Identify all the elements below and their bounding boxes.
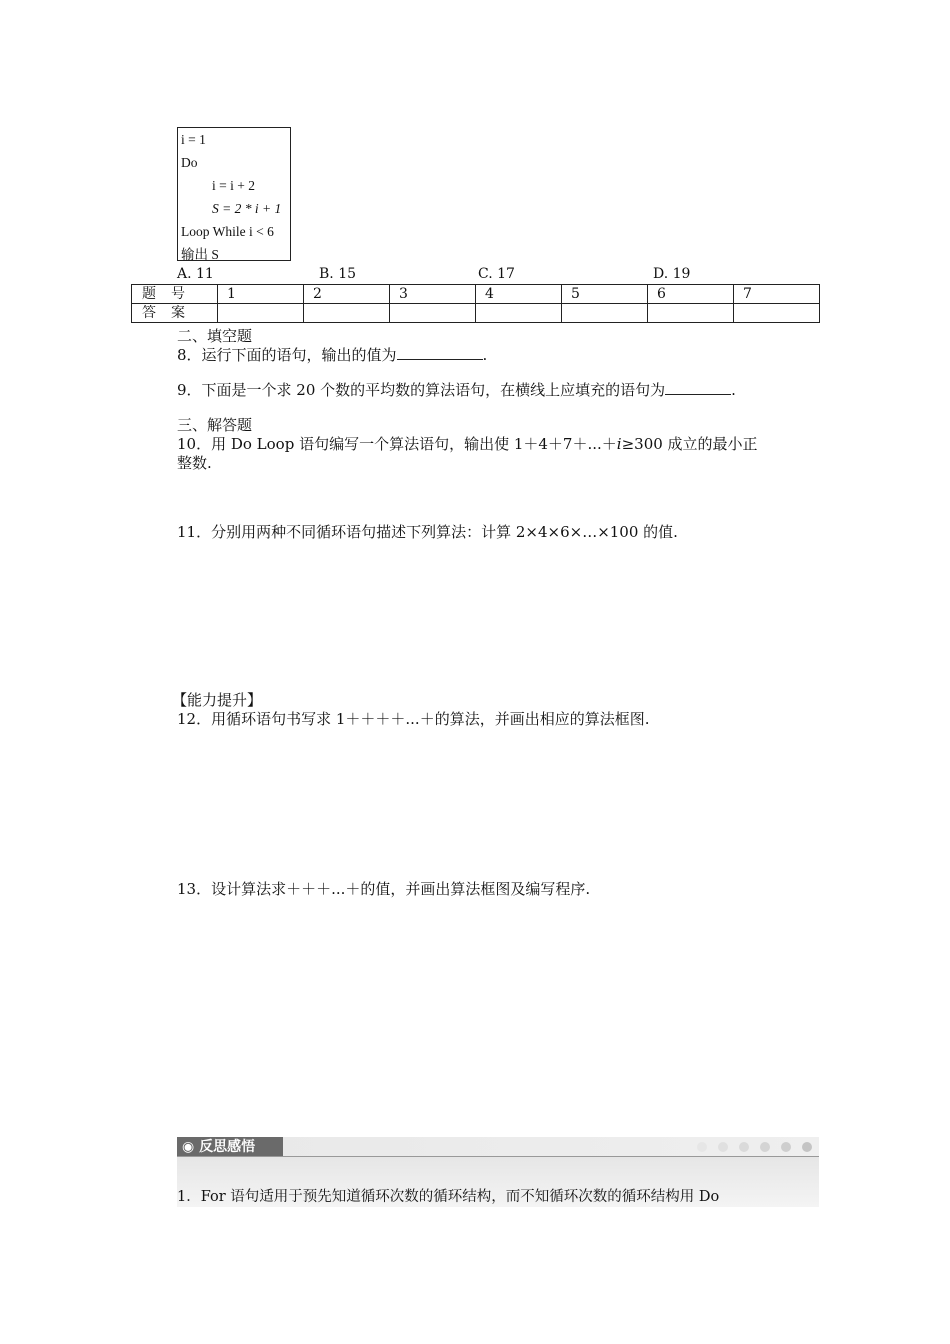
code-line-6: 输出 S xyxy=(181,247,219,262)
choice-a: A. 11 xyxy=(177,266,214,282)
answer-cell[interactable] xyxy=(390,304,476,323)
answer-table xyxy=(131,284,820,323)
table-cell: 3 xyxy=(390,285,476,304)
table-cell: 7 xyxy=(734,285,820,304)
dot-icon xyxy=(697,1142,707,1152)
table-head-answer: 答案 xyxy=(132,304,218,323)
question-10 xyxy=(177,433,758,454)
answer-blank-9[interactable] xyxy=(665,380,731,395)
answer-cell[interactable] xyxy=(476,304,562,323)
code-box xyxy=(177,127,291,261)
question-10-text: 10．用 Do Loop 语句编写一个算法语句，输出使 1＋4＋7＋...＋ xyxy=(177,435,617,453)
ability-section-title: 【能力提升】 xyxy=(172,691,263,709)
table-row xyxy=(132,304,820,323)
question-8-text: 8．运行下面的语句，输出的值为 xyxy=(177,346,397,364)
question-9 xyxy=(177,379,736,400)
question-12: 12．用循环语句书写求 1＋＋＋＋...＋的算法，并画出相应的算法框图. xyxy=(177,710,650,728)
dot-icon xyxy=(718,1142,728,1152)
table-cell: 4 xyxy=(476,285,562,304)
table-cell: 6 xyxy=(648,285,734,304)
table-cell: 1 xyxy=(218,285,304,304)
answer-cell[interactable] xyxy=(648,304,734,323)
answer-blank-8[interactable] xyxy=(397,345,483,360)
code-line-3: i = i + 2 xyxy=(212,178,255,193)
question-13: 13．设计算法求＋＋＋...＋的值，并画出算法框图及编写程序. xyxy=(177,880,591,898)
dot-icon xyxy=(802,1142,812,1152)
question-10-line2: 整数. xyxy=(177,454,212,472)
choice-d: D. 19 xyxy=(653,266,691,282)
code-line-1: i = 1 xyxy=(181,132,206,147)
dot-icon xyxy=(760,1142,770,1152)
choice-c: C. 17 xyxy=(478,266,515,282)
table-head-number: 题号 xyxy=(132,285,218,304)
answer-cell[interactable] xyxy=(218,304,304,323)
table-row xyxy=(132,285,820,304)
question-9-text: 9．下面是一个求 20 个数的平均数的算法语句，在横线上应填充的语句为 xyxy=(177,381,666,399)
question-8-end: . xyxy=(482,346,488,364)
solve-section-title: 三、解答题 xyxy=(177,416,253,434)
code-line-5: Loop While i < 6 xyxy=(181,224,274,239)
answer-cell[interactable] xyxy=(304,304,390,323)
choice-b: B. 15 xyxy=(319,266,357,282)
reflection-tab xyxy=(177,1137,283,1157)
question-10-text-cont: ≥300 成立的最小正 xyxy=(621,435,758,453)
question-9-end: . xyxy=(731,381,736,399)
answer-cell[interactable] xyxy=(562,304,648,323)
dot-icon xyxy=(781,1142,791,1152)
table-cell: 2 xyxy=(304,285,390,304)
reflection-paragraph-1: 1．For 语句适用于预先知道循环次数的循环结构，而不知循环次数的循环结构用 Do xyxy=(177,1189,720,1205)
banner-divider xyxy=(177,1156,819,1157)
reflection-tab-label: ◉ 反思感悟 xyxy=(182,1139,256,1155)
answer-cell[interactable] xyxy=(734,304,820,323)
code-line-4: S = 2 * i + 1 xyxy=(212,201,282,216)
dot-icon xyxy=(739,1142,749,1152)
table-cell: 5 xyxy=(562,285,648,304)
question-10-variable: i xyxy=(616,435,622,453)
code-line-2: Do xyxy=(181,155,198,170)
question-8 xyxy=(177,344,487,365)
question-11: 11．分别用两种不同循环语句描述下列算法：计算 2×4×6×…×100 的值. xyxy=(177,523,678,541)
fill-section-title: 二、填空题 xyxy=(177,327,253,345)
